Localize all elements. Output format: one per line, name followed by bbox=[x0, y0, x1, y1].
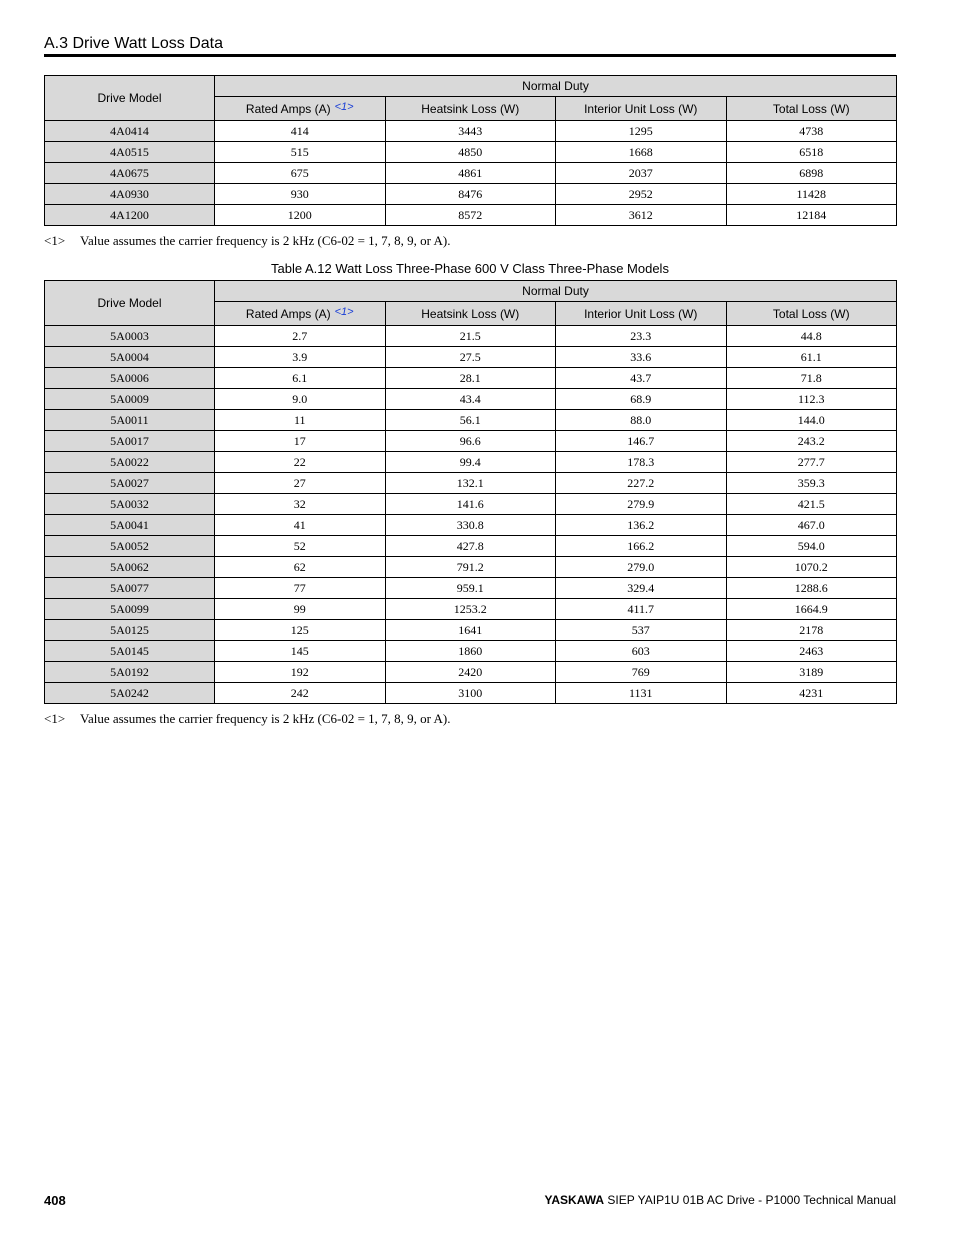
cell-total-loss: 71.8 bbox=[726, 368, 897, 389]
cell-heatsink-loss: 8476 bbox=[385, 184, 556, 205]
header-rated-amps bbox=[215, 97, 386, 121]
cell-heatsink-loss: 330.8 bbox=[385, 515, 556, 536]
cell-rated-amps: 242 bbox=[215, 683, 386, 704]
header-drive-model: Drive Model bbox=[45, 76, 215, 121]
cell-heatsink-loss: 2420 bbox=[385, 662, 556, 683]
footnote-tag: <1> bbox=[44, 711, 66, 726]
table-row bbox=[45, 452, 897, 473]
cell-interior-loss: 1295 bbox=[556, 121, 727, 142]
cell-interior-loss: 136.2 bbox=[556, 515, 727, 536]
cell-total-loss: 4231 bbox=[726, 683, 897, 704]
table-row bbox=[45, 431, 897, 452]
table-row bbox=[45, 620, 897, 641]
table-row bbox=[45, 142, 897, 163]
cell-heatsink-loss: 96.6 bbox=[385, 431, 556, 452]
cell-drive-model: 4A0675 bbox=[45, 163, 215, 184]
note-ref-link[interactable]: <1> bbox=[334, 306, 354, 318]
cell-interior-loss: 178.3 bbox=[556, 452, 727, 473]
cell-drive-model: 5A0017 bbox=[45, 431, 215, 452]
cell-drive-model: 5A0062 bbox=[45, 557, 215, 578]
table-row bbox=[45, 641, 897, 662]
cell-drive-model: 5A0003 bbox=[45, 326, 215, 347]
cell-drive-model: 5A0027 bbox=[45, 473, 215, 494]
header-total-loss: Total Loss (W) bbox=[726, 302, 897, 326]
table-row bbox=[45, 326, 897, 347]
header-heatsink-loss: Heatsink Loss (W) bbox=[385, 97, 556, 121]
cell-interior-loss: 23.3 bbox=[556, 326, 727, 347]
watt-loss-table-600v bbox=[44, 280, 897, 704]
table-row bbox=[45, 557, 897, 578]
cell-heatsink-loss: 427.8 bbox=[385, 536, 556, 557]
cell-drive-model: 5A0099 bbox=[45, 599, 215, 620]
cell-total-loss: 6898 bbox=[726, 163, 897, 184]
header-normal-duty: Normal Duty bbox=[215, 281, 897, 302]
cell-total-loss: 144.0 bbox=[726, 410, 897, 431]
cell-drive-model: 5A0022 bbox=[45, 452, 215, 473]
cell-drive-model: 5A0192 bbox=[45, 662, 215, 683]
cell-interior-loss: 227.2 bbox=[556, 473, 727, 494]
cell-heatsink-loss: 132.1 bbox=[385, 473, 556, 494]
footnote-tag: <1> bbox=[44, 233, 66, 248]
table-row bbox=[45, 599, 897, 620]
footnote-text: Value assumes the carrier frequency is 2 kHz (C6-02 = 1, 7, 8, 9, or A). bbox=[80, 711, 451, 726]
cell-total-loss: 4738 bbox=[726, 121, 897, 142]
table-row bbox=[45, 184, 897, 205]
table-row bbox=[45, 121, 897, 142]
cell-total-loss: 12184 bbox=[726, 205, 897, 226]
cell-rated-amps: 145 bbox=[215, 641, 386, 662]
cell-heatsink-loss: 959.1 bbox=[385, 578, 556, 599]
cell-heatsink-loss: 99.4 bbox=[385, 452, 556, 473]
cell-drive-model: 5A0041 bbox=[45, 515, 215, 536]
cell-drive-model: 5A0242 bbox=[45, 683, 215, 704]
section-title: A.3 Drive Watt Loss Data bbox=[44, 35, 224, 52]
cell-drive-model: 5A0032 bbox=[45, 494, 215, 515]
cell-heatsink-loss: 8572 bbox=[385, 205, 556, 226]
header-rated-amps-label: Rated Amps (A) bbox=[245, 307, 331, 321]
cell-heatsink-loss: 28.1 bbox=[385, 368, 556, 389]
cell-total-loss: 359.3 bbox=[726, 473, 897, 494]
cell-heatsink-loss: 1641 bbox=[385, 620, 556, 641]
table-row bbox=[45, 515, 897, 536]
header-total-loss: Total Loss (W) bbox=[726, 97, 897, 121]
cell-heatsink-loss: 3443 bbox=[385, 121, 556, 142]
header-normal-duty: Normal Duty bbox=[215, 76, 897, 97]
cell-heatsink-loss: 27.5 bbox=[385, 347, 556, 368]
cell-interior-loss: 411.7 bbox=[556, 599, 727, 620]
cell-heatsink-loss: 4850 bbox=[385, 142, 556, 163]
table-row bbox=[45, 473, 897, 494]
cell-heatsink-loss: 791.2 bbox=[385, 557, 556, 578]
cell-heatsink-loss: 4861 bbox=[385, 163, 556, 184]
cell-total-loss: 467.0 bbox=[726, 515, 897, 536]
cell-rated-amps: 17 bbox=[215, 431, 386, 452]
cell-interior-loss: 603 bbox=[556, 641, 727, 662]
cell-rated-amps: 9.0 bbox=[215, 389, 386, 410]
cell-interior-loss: 33.6 bbox=[556, 347, 727, 368]
cell-heatsink-loss: 21.5 bbox=[385, 326, 556, 347]
table-row bbox=[45, 347, 897, 368]
table-row bbox=[45, 536, 897, 557]
cell-total-loss: 61.1 bbox=[726, 347, 897, 368]
cell-interior-loss: 68.9 bbox=[556, 389, 727, 410]
cell-heatsink-loss: 141.6 bbox=[385, 494, 556, 515]
cell-rated-amps: 414 bbox=[215, 121, 386, 142]
table2-body bbox=[45, 326, 897, 704]
cell-rated-amps: 192 bbox=[215, 662, 386, 683]
cell-total-loss: 277.7 bbox=[726, 452, 897, 473]
cell-rated-amps: 675 bbox=[215, 163, 386, 184]
table-row bbox=[45, 205, 897, 226]
footer-manual-title bbox=[544, 1193, 896, 1207]
table1-body bbox=[45, 121, 897, 226]
cell-total-loss: 243.2 bbox=[726, 431, 897, 452]
header-interior-loss: Interior Unit Loss (W) bbox=[556, 97, 727, 121]
cell-drive-model: 4A1200 bbox=[45, 205, 215, 226]
cell-heatsink-loss: 1860 bbox=[385, 641, 556, 662]
cell-total-loss: 1070.2 bbox=[726, 557, 897, 578]
cell-interior-loss: 1668 bbox=[556, 142, 727, 163]
cell-interior-loss: 1131 bbox=[556, 683, 727, 704]
cell-rated-amps: 125 bbox=[215, 620, 386, 641]
cell-drive-model: 5A0052 bbox=[45, 536, 215, 557]
table-row bbox=[45, 662, 897, 683]
table-row bbox=[45, 578, 897, 599]
cell-interior-loss: 2037 bbox=[556, 163, 727, 184]
cell-drive-model: 4A0930 bbox=[45, 184, 215, 205]
cell-rated-amps: 3.9 bbox=[215, 347, 386, 368]
cell-interior-loss: 769 bbox=[556, 662, 727, 683]
table-row bbox=[45, 410, 897, 431]
table-row bbox=[45, 368, 897, 389]
cell-rated-amps: 1200 bbox=[215, 205, 386, 226]
cell-total-loss: 3189 bbox=[726, 662, 897, 683]
cell-total-loss: 2463 bbox=[726, 641, 897, 662]
cell-rated-amps: 515 bbox=[215, 142, 386, 163]
cell-total-loss: 594.0 bbox=[726, 536, 897, 557]
cell-rated-amps: 62 bbox=[215, 557, 386, 578]
cell-heatsink-loss: 3100 bbox=[385, 683, 556, 704]
cell-total-loss: 6518 bbox=[726, 142, 897, 163]
cell-heatsink-loss: 1253.2 bbox=[385, 599, 556, 620]
cell-interior-loss: 2952 bbox=[556, 184, 727, 205]
cell-rated-amps: 2.7 bbox=[215, 326, 386, 347]
cell-rated-amps: 22 bbox=[215, 452, 386, 473]
cell-total-loss: 1664.9 bbox=[726, 599, 897, 620]
footer-brand: YASKAWA bbox=[544, 1193, 605, 1207]
table-row bbox=[45, 163, 897, 184]
footnote-1 bbox=[44, 233, 451, 249]
watt-loss-table-400v bbox=[44, 75, 897, 226]
header-heatsink-loss: Heatsink Loss (W) bbox=[385, 302, 556, 326]
cell-rated-amps: 99 bbox=[215, 599, 386, 620]
header-rated-amps-label: Rated Amps (A) bbox=[245, 102, 331, 116]
table-row bbox=[45, 389, 897, 410]
cell-rated-amps: 52 bbox=[215, 536, 386, 557]
cell-interior-loss: 279.9 bbox=[556, 494, 727, 515]
cell-interior-loss: 329.4 bbox=[556, 578, 727, 599]
cell-interior-loss: 537 bbox=[556, 620, 727, 641]
cell-total-loss: 2178 bbox=[726, 620, 897, 641]
cell-drive-model: 5A0077 bbox=[45, 578, 215, 599]
cell-total-loss: 112.3 bbox=[726, 389, 897, 410]
table-caption: Table A.12 Watt Loss Three-Phase 600 V Class Three-Phase Models bbox=[271, 261, 669, 276]
cell-heatsink-loss: 56.1 bbox=[385, 410, 556, 431]
cell-drive-model: 5A0125 bbox=[45, 620, 215, 641]
footnote-2 bbox=[44, 711, 451, 727]
cell-drive-model: 5A0004 bbox=[45, 347, 215, 368]
cell-drive-model: 5A0006 bbox=[45, 368, 215, 389]
cell-drive-model: 5A0011 bbox=[45, 410, 215, 431]
cell-drive-model: 4A0414 bbox=[45, 121, 215, 142]
header-interior-loss: Interior Unit Loss (W) bbox=[556, 302, 727, 326]
cell-total-loss: 11428 bbox=[726, 184, 897, 205]
cell-interior-loss: 279.0 bbox=[556, 557, 727, 578]
cell-total-loss: 1288.6 bbox=[726, 578, 897, 599]
cell-rated-amps: 930 bbox=[215, 184, 386, 205]
cell-total-loss: 44.8 bbox=[726, 326, 897, 347]
page-number: 408 bbox=[44, 1193, 66, 1208]
cell-rated-amps: 32 bbox=[215, 494, 386, 515]
table-row bbox=[45, 494, 897, 515]
footer-title-text: SIEP YAIP1U 01B AC Drive - P1000 Technical Manual bbox=[607, 1193, 896, 1207]
section-rule bbox=[44, 54, 896, 57]
cell-rated-amps: 11 bbox=[215, 410, 386, 431]
cell-rated-amps: 27 bbox=[215, 473, 386, 494]
header-rated-amps bbox=[215, 302, 386, 326]
cell-interior-loss: 146.7 bbox=[556, 431, 727, 452]
cell-drive-model: 4A0515 bbox=[45, 142, 215, 163]
cell-interior-loss: 43.7 bbox=[556, 368, 727, 389]
cell-interior-loss: 3612 bbox=[556, 205, 727, 226]
cell-drive-model: 5A0009 bbox=[45, 389, 215, 410]
header-drive-model: Drive Model bbox=[45, 281, 215, 326]
note-ref-link[interactable]: <1> bbox=[334, 101, 354, 113]
cell-rated-amps: 41 bbox=[215, 515, 386, 536]
cell-interior-loss: 88.0 bbox=[556, 410, 727, 431]
cell-rated-amps: 77 bbox=[215, 578, 386, 599]
cell-interior-loss: 166.2 bbox=[556, 536, 727, 557]
footnote-text: Value assumes the carrier frequency is 2 kHz (C6-02 = 1, 7, 8, 9, or A). bbox=[80, 233, 451, 248]
table-row bbox=[45, 683, 897, 704]
cell-total-loss: 421.5 bbox=[726, 494, 897, 515]
cell-rated-amps: 6.1 bbox=[215, 368, 386, 389]
cell-drive-model: 5A0145 bbox=[45, 641, 215, 662]
cell-heatsink-loss: 43.4 bbox=[385, 389, 556, 410]
